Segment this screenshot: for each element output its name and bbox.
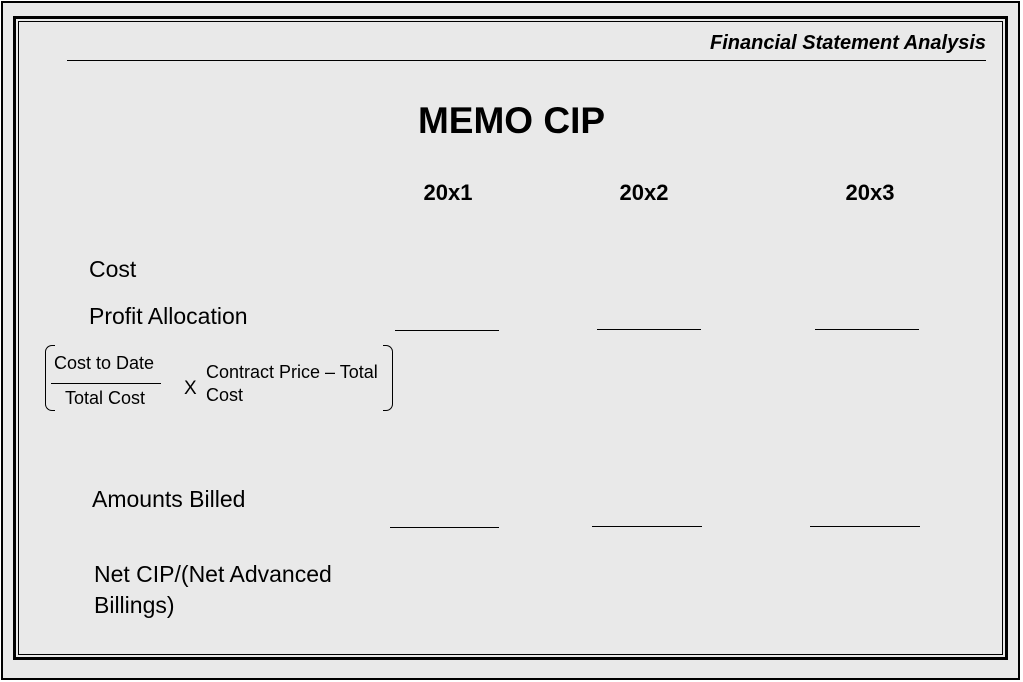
- row-label-profit-allocation: Profit Allocation: [89, 303, 248, 329]
- formula-contract-text: Contract Price – Total Cost: [206, 362, 378, 405]
- header-divider: [67, 60, 986, 61]
- blank-line: [592, 526, 702, 527]
- blank-line: [597, 329, 701, 330]
- page-title: MEMO CIP: [417, 100, 606, 141]
- multiply-sign: X: [184, 378, 197, 399]
- row-label-amounts-billed: Amounts Billed: [92, 486, 246, 512]
- row-label-net-cip-continued: Billings): [94, 592, 175, 618]
- profit-allocation-formula: [45, 345, 393, 411]
- row-label-cost: Cost: [89, 256, 137, 282]
- year-column-header: 20x3: [845, 180, 895, 205]
- fraction-bar: [51, 383, 161, 384]
- formula-denominator: Total Cost: [65, 388, 146, 408]
- blank-line: [810, 526, 920, 527]
- header-title: Financial Statement Analysis: [709, 32, 986, 54]
- blank-line: [390, 527, 499, 528]
- year-column-header: 20x1: [423, 180, 473, 205]
- formula-numerator: Cost to Date: [54, 353, 155, 373]
- year-column-header: 20x2: [619, 180, 669, 205]
- row-label-net-cip: Net CIP/(Net Advanced: [94, 561, 332, 587]
- right-bracket: [383, 345, 393, 411]
- blank-line: [395, 330, 499, 331]
- blank-line: [815, 329, 919, 330]
